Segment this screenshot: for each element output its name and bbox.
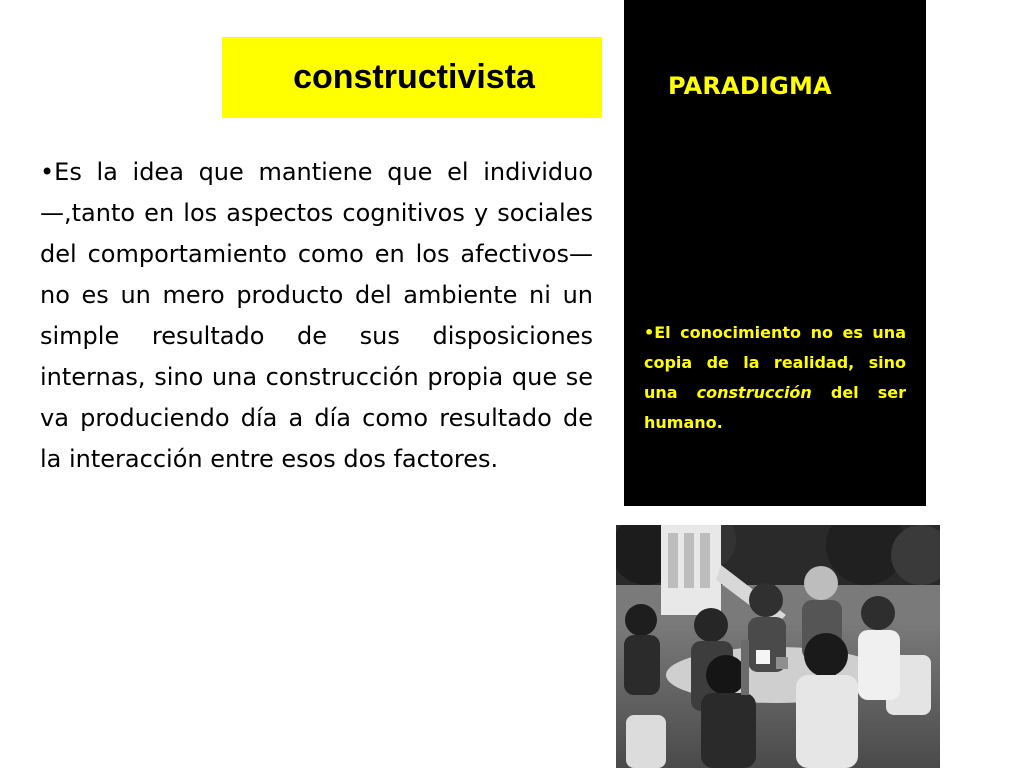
panel-title: PARADIGMA [668, 72, 832, 100]
children-playing-photo [616, 525, 940, 768]
photo-illustration [616, 525, 940, 768]
panel-text-end: del ser humano. [644, 383, 906, 432]
panel-paragraph [644, 318, 906, 438]
title-banner [222, 37, 602, 118]
panel-bullet: • [644, 323, 655, 342]
main-paragraph-text: Es la idea que mantiene que el individuo —,tanto en los aspectos cognitivos y sociales del comportamiento como en los afectivos— no es un mero producto del ambiente ni un simple resultado de sus disposiciones internas, sino una construcción propia que se va produciendo día a día como resultado de la interacción entre esos dos factores. [40, 158, 593, 473]
bullet-marker: • [40, 158, 55, 186]
panel-text-emphasis: construcción [696, 383, 812, 402]
main-paragraph [40, 152, 593, 480]
panel-text-start: El conocimiento no es una copia de la realidad, sino una [644, 323, 906, 402]
slide-title: constructivista [293, 58, 535, 96]
